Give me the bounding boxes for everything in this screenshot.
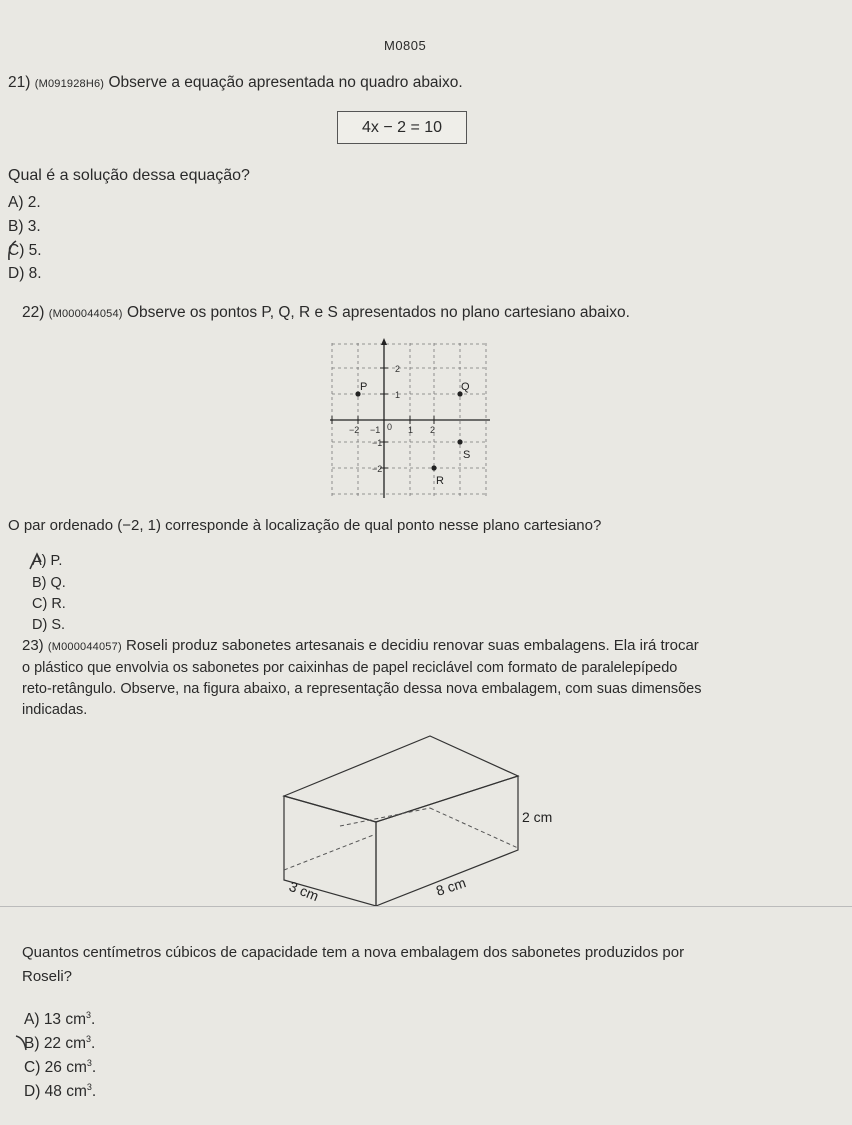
q23-line-1 bbox=[22, 635, 830, 658]
pen-check-mark-q22 bbox=[26, 550, 46, 572]
q23-line-2: o plástico que envolvia os sabonetes por caixinhas de papel reciclável com formato de paralelepípedo bbox=[22, 660, 678, 676]
label-p: P bbox=[360, 381, 368, 393]
q21-heading bbox=[8, 73, 463, 94]
y-tick-1: 1 bbox=[395, 390, 401, 400]
box-top-face bbox=[284, 736, 518, 822]
box-figure bbox=[270, 730, 590, 910]
q22-option-a[interactable]: A) P. bbox=[32, 553, 63, 569]
q23-option-a[interactable]: A) 13 $cm^3$. bbox=[24, 1010, 96, 1028]
q23-option-b[interactable]: B) 22 $cm^3$. bbox=[24, 1034, 96, 1052]
q21-question: Qual é a solução dessa equação? bbox=[8, 167, 250, 184]
q22-option-c[interactable]: C) R. bbox=[32, 596, 66, 612]
divider-line bbox=[0, 906, 852, 907]
x-tick-neg1: −1 bbox=[370, 425, 381, 435]
q23-question bbox=[22, 941, 830, 989]
label-r: R bbox=[436, 475, 444, 487]
equation-box: 4x − 2 = 10 bbox=[337, 111, 467, 144]
y-tick-neg2: −2 bbox=[372, 464, 383, 474]
q21-text: Observe a equação apresentada no quadro abaixo. bbox=[108, 74, 463, 91]
q22-number: 22) bbox=[22, 304, 45, 321]
point-s bbox=[457, 439, 462, 444]
dim-height: 2 cm bbox=[522, 809, 553, 825]
q23-text bbox=[22, 635, 830, 721]
x-tick-2: 2 bbox=[430, 425, 436, 435]
q21-option-c[interactable]: C) 5. bbox=[8, 242, 42, 259]
q22-question: O par ordenado (−2, 1) corresponde à localização de qual ponto nesse plano cartesiano? bbox=[8, 517, 602, 534]
q21-number: 21) bbox=[8, 74, 31, 91]
q22-text: Observe os pontos P, Q, R e S apresentados no plano cartesiano abaixo. bbox=[126, 304, 630, 321]
q23-line-1-text: Roseli produz sabonetes artesanais e decidiu renovar suas embalagens. Ela irá trocar bbox=[125, 637, 699, 654]
label-s: S bbox=[463, 449, 471, 461]
q22-option-d[interactable]: D) S. bbox=[32, 617, 66, 633]
y-axis-arrow bbox=[381, 338, 387, 345]
x-tick-neg2: −2 bbox=[349, 425, 360, 435]
q23-option-d[interactable]: D) 48 $cm^3$. bbox=[24, 1082, 97, 1100]
x-tick-0: 0 bbox=[387, 422, 393, 432]
y-tick-2: 2 bbox=[395, 364, 401, 374]
box-hidden-edges bbox=[284, 808, 518, 870]
q23-line-4: indicadas. bbox=[22, 702, 88, 718]
q21-option-b[interactable]: B) 3. bbox=[8, 218, 41, 235]
q23-question-line-1: Quantos centímetros cúbicos de capacidade tem a nova embalagem dos sabonetes produzidos por bbox=[22, 944, 685, 961]
y-tick-neg1: −1 bbox=[372, 438, 383, 448]
page-code: M0805 bbox=[384, 38, 427, 53]
q22-code: (M000044054) bbox=[48, 308, 123, 320]
q22-option-b[interactable]: B) Q. bbox=[32, 575, 66, 591]
q21-option-d[interactable]: D) 8. bbox=[8, 265, 42, 282]
pen-check-mark-q23 bbox=[14, 1030, 36, 1052]
q23-code: (M000044057) bbox=[47, 641, 122, 653]
q23-option-c[interactable]: C) 26 $cm^3$. bbox=[24, 1058, 97, 1076]
q23-question-line-2: Roseli? bbox=[22, 968, 73, 985]
q23-line-3: reto-retângulo. Observe, na figura abaixo, a representação dessa nova embalagem, com suas dimensões bbox=[22, 681, 702, 697]
q22-heading bbox=[22, 303, 630, 324]
point-r bbox=[431, 465, 436, 470]
label-q: Q bbox=[461, 381, 470, 393]
x-tick-1: 1 bbox=[408, 425, 414, 435]
pen-check-mark-q21 bbox=[2, 238, 24, 264]
q23-number: 23) bbox=[22, 637, 44, 654]
q21-code: (M091928H6) bbox=[34, 78, 105, 90]
dim-length: 8 cm bbox=[433, 874, 468, 899]
dim-width: 3 cm bbox=[286, 877, 322, 905]
cartesian-plane bbox=[330, 338, 490, 498]
q21-option-a[interactable]: A) 2. bbox=[8, 194, 41, 211]
